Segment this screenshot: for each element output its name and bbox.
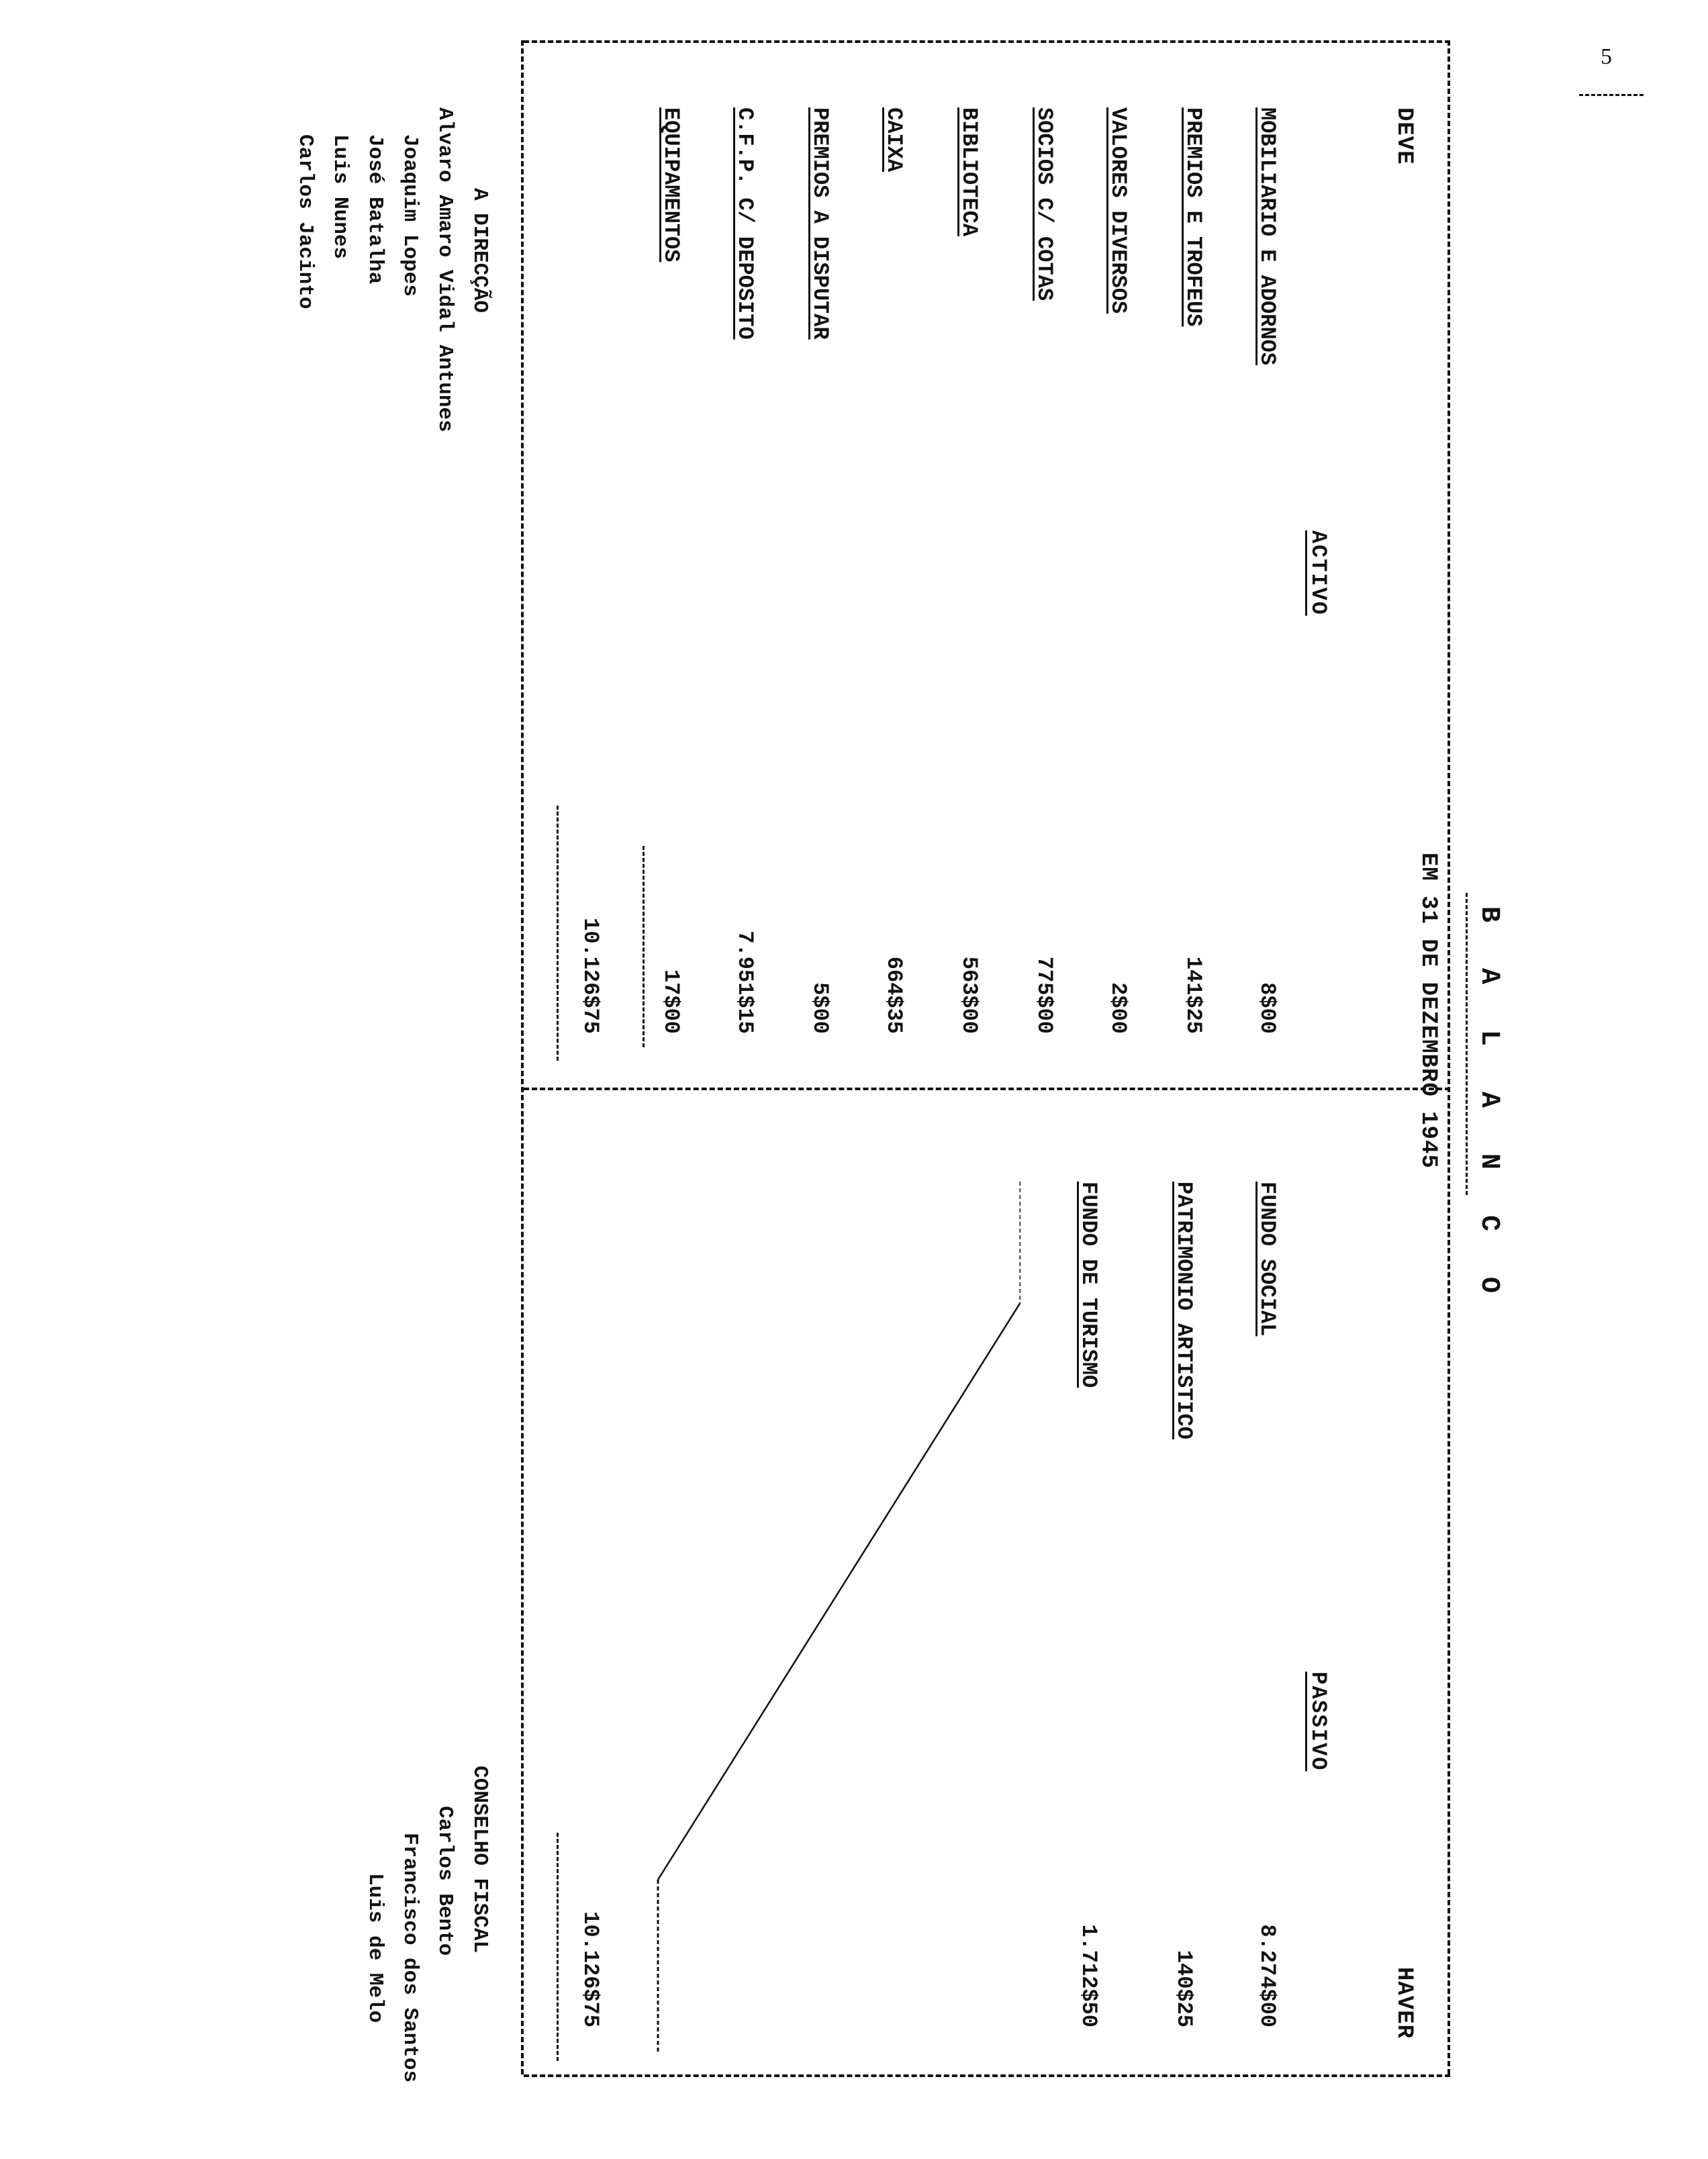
passivo-total-rule	[557, 1833, 559, 2061]
direccao-member: Luis Nunes	[328, 134, 352, 260]
page-number-rule	[1579, 94, 1644, 96]
activo-item-amount: 2$00	[1106, 982, 1131, 1034]
direccao-member: José Batalha	[363, 134, 387, 285]
conselho-fiscal-heading: CONSELHO FISCAL	[468, 1766, 491, 1954]
activo-subtotal-rule	[643, 846, 645, 1047]
activo-item-label: C.F.P. C/ DEPOSITO	[732, 107, 757, 340]
frame-bottom	[521, 40, 524, 2074]
passivo-item-label: PATRIMONIO ARTISTICO	[1172, 1182, 1196, 1440]
conselho-fiscal-member: Francisco dos Santos	[398, 1833, 422, 2083]
document-title: B A L A N C O	[1474, 906, 1504, 1308]
debit-label: DEVE	[1391, 107, 1417, 165]
direccao-block	[287, 107, 497, 432]
activo-item-amount: 8$00	[1255, 982, 1280, 1034]
column-divider	[524, 1088, 1450, 1090]
frame-right	[524, 2074, 1450, 2077]
balance-sheet	[293, 40, 1504, 2083]
conselho-fiscal-member: Carlos Bento	[433, 1806, 457, 1956]
direccao-heading: A DIRECÇÃO	[468, 188, 491, 314]
title-rule	[1466, 893, 1468, 1195]
frame-top	[1448, 40, 1450, 2074]
direccao-member: Joaquim Lopes	[398, 134, 422, 297]
page-number: 5	[1601, 44, 1612, 69]
activo-item-label: CAIXA	[882, 107, 906, 173]
activo-item-label: SOCIOS C/ COTAS	[1032, 107, 1057, 301]
activo-item-amount: 7.951$15	[732, 930, 757, 1034]
passivo-total: 10.126$75	[578, 1911, 603, 2027]
activo-item-label: BIBLIOTECA	[957, 107, 982, 237]
activo-item-amount: 563$00	[957, 956, 982, 1034]
activo-item-amount: 664$35	[882, 956, 906, 1034]
frame-left	[524, 40, 1450, 43]
credit-label: HAVER	[1391, 1967, 1417, 2040]
activo-item-label: PREMIOS E TROFEUS	[1181, 107, 1206, 327]
activo-item-label: EQUIPAMENTOS	[659, 107, 683, 262]
activo-item-label: VALORES DIVERSOS	[1106, 107, 1131, 314]
direccao-member: Carlos Jacinto	[293, 134, 317, 309]
closing-line	[645, 1182, 1021, 2054]
passivo-item-amount: 1.712$50	[1076, 1924, 1101, 2027]
activo-total: 10.126$75	[578, 918, 603, 1034]
activo-total-rule	[557, 806, 559, 1061]
activo-item-amount: 141$25	[1181, 956, 1206, 1034]
conselho-fiscal-block	[357, 1766, 497, 2082]
passivo-item-label: FUNDO DE TURISMO	[1076, 1182, 1101, 1388]
document-date: EM 31 DE DEZEMBRO 1945	[1415, 853, 1441, 1169]
passivo-item-amount: 140$25	[1172, 1950, 1196, 2027]
activo-item-amount: 17$00	[659, 969, 683, 1034]
activo-item-label: PREMIOS A DISPUTAR	[808, 107, 833, 340]
passivo-heading: PASSIVO	[1306, 1672, 1331, 1772]
activo-item-label: MOBILIARIO E ADORNOS	[1255, 107, 1280, 366]
direccao-member: Alvaro Amaro Vidal Antunes	[433, 107, 457, 432]
passivo-item-label: FUNDO SOCIAL	[1255, 1182, 1280, 1337]
conselho-fiscal-member: Luis de Melo	[363, 1873, 387, 2023]
activo-item-amount: 775$00	[1032, 956, 1057, 1034]
activo-heading: ACTIVO	[1306, 530, 1331, 616]
activo-item-amount: 5$00	[808, 982, 833, 1034]
passivo-item-amount: 8.274$00	[1255, 1924, 1280, 2027]
